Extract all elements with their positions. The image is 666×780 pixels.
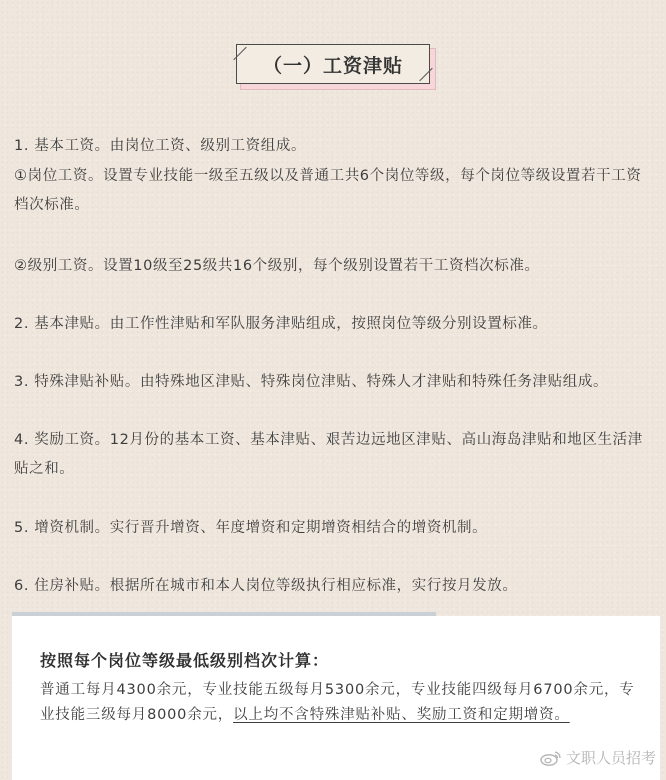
card-body-text: 普通工每月4300余元，专业技能五级每月5300余元，专业技能四级每月6700余元，专业技能三级每月8000余元， [40,682,635,723]
title-corner-decoration [233,47,246,60]
paragraph-special-allowance: 3. 特殊津贴补贴。由特殊地区津贴、特殊岗位津贴、特殊人才津贴和特殊任务津贴组成。 [14,374,609,390]
card-body [40,678,640,728]
paragraph-housing-subsidy: 6. 住房补贴。根据所在城市和本人岗位等级执行相应标准，实行按月发放。 [14,578,518,594]
paragraph-level-salary: ②级别工资。设置10级至25级共16个级别，每个级别设置若干工资档次标准。 [14,258,540,274]
paragraph-basic-allowance: 2. 基本津贴。由工作性津贴和军队服务津贴组成，按照岗位等级分别设置标准。 [14,316,548,332]
title-text: （一）工资津贴 [262,54,403,77]
paragraph-basic-salary: 1. 基本工资。由岗位工资、级别工资组成。 [14,138,307,154]
card-heading: 按照每个岗位等级最低级别档次计算： [40,651,330,670]
weibo-icon [540,750,562,766]
paragraph-post-salary: ①岗位工资。设置专业技能一级至五级以及普通工共6个岗位等级，每个岗位等级设置若干工资档次标准。 [14,168,642,213]
paragraph-raise-mechanism: 5. 增资机制。实行晋升增资、年度增资和定期增资相结合的增资机制。 [14,520,488,536]
title-box [236,44,430,84]
card-body-note: 以上均不含特殊津贴补贴、奖励工资和定期增资。 [233,707,570,723]
section-title [236,44,432,86]
watermark-text: 文职人员招考 [565,749,656,767]
watermark [540,747,656,768]
paragraph-reward-salary: 4. 奖励工资。12月份的基本工资、基本津贴、艰苦边远地区津贴、高山海岛津贴和地区生活津贴之和。 [14,432,643,477]
